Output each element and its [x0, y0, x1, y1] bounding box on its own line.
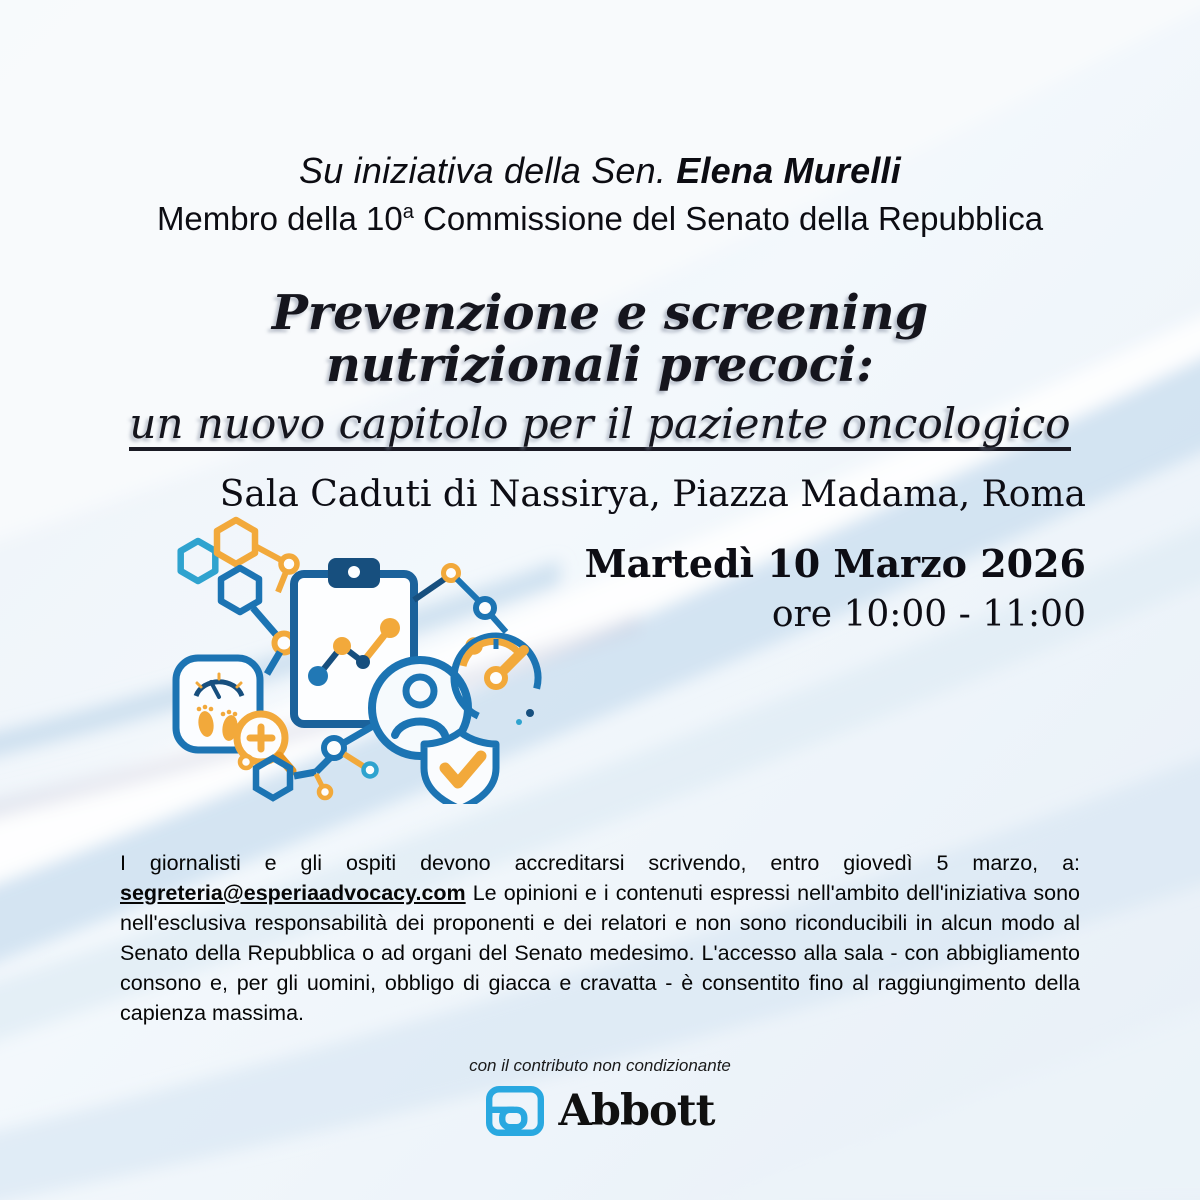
title-line-1: Prevenzione e screening — [271, 285, 929, 341]
member-text-before: Membro della 10 — [156, 200, 403, 237]
senator-name: Elena Murelli — [676, 150, 901, 191]
note-intro: I giornalisti e gli ospiti devono accreditarsi scrivendo, entro giovedì 5 marzo, a: — [120, 850, 1080, 875]
ordinal-superscript: a — [402, 201, 414, 223]
member-text-after: Commissione del Senato della Repubblica — [413, 200, 1044, 237]
title-line-2: nutrizionali precoci: — [326, 336, 874, 393]
title-subtitle-underlined: un nuovo capitolo per il paziente oncologico — [129, 402, 1070, 451]
abbott-logo — [0, 1086, 1200, 1136]
initiative-line — [0, 150, 1200, 192]
event-date: Martedì 10 Marzo 2026 — [584, 541, 1086, 586]
accreditation-email[interactable]: segreteria@esperiaadvocacy.com — [120, 880, 466, 905]
sponsor-label: con il contributo non condizionante — [469, 1056, 731, 1075]
initiative-prefix: Su iniziativa della Sen. — [299, 150, 677, 191]
accreditation-note — [120, 848, 1080, 1028]
event-title — [0, 285, 1200, 451]
shield-check-icon — [424, 732, 496, 804]
note-body: Le opinioni e i contenuti espressi nell'ambito dell'iniziativa sono nell'esclusiva responsabilità dei proponenti e dei relatori e non sono riconducibili in alcun modo al Senato della Repubblica o ad organi del Senato medesimo. L'accesso alla sala - con abbigliamento consono e, per gli uomini, obbligo di giacca e cravatta - è consentito fino al raggiungimento della capienza massima. — [120, 880, 1080, 1025]
event-time: ore 10:00 - 11:00 — [771, 594, 1086, 635]
scale-magnifier-icon — [176, 658, 292, 771]
member-line — [0, 200, 1200, 238]
nutrition-screening-illustration-icon — [158, 516, 542, 804]
abbott-a-symbol-icon — [486, 1086, 544, 1136]
event-venue: Sala Caduti di Nassirya, Piazza Madama, Roma — [219, 474, 1086, 515]
abbott-wordmark: Abbott — [558, 1086, 715, 1136]
